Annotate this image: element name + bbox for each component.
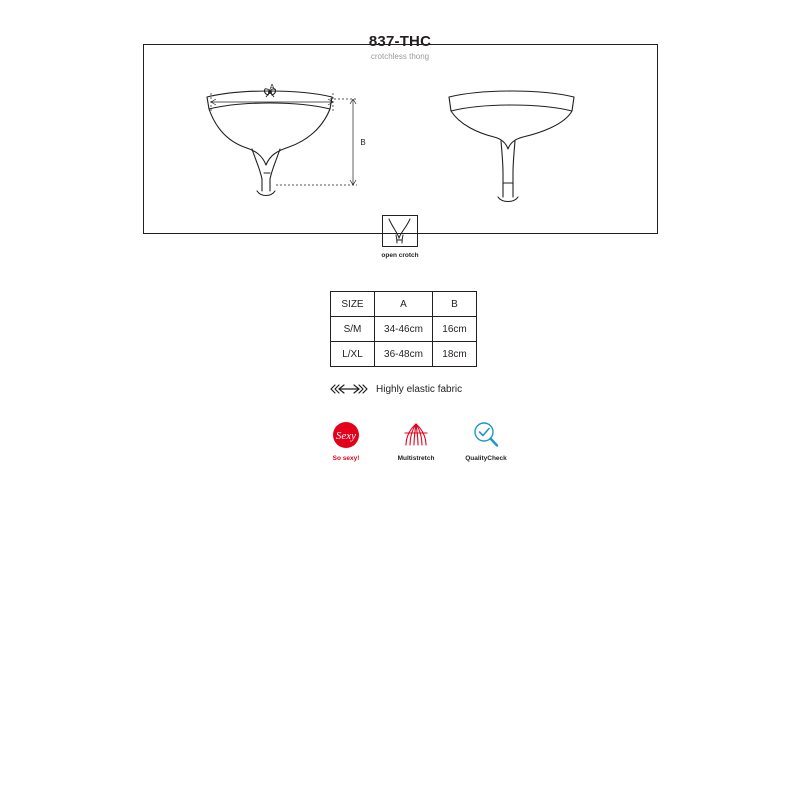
table-row xyxy=(331,317,477,342)
table-header-size: SIZE xyxy=(331,292,375,317)
open-crotch-icon xyxy=(382,215,418,247)
cell-size: S/M xyxy=(331,317,375,342)
dimension-b xyxy=(276,99,357,185)
open-crotch-badge xyxy=(381,215,419,259)
dimension-b-label: B xyxy=(360,138,366,147)
table-row xyxy=(331,342,477,367)
page-subtitle: crotchless thong xyxy=(370,52,430,61)
dimension-a xyxy=(211,93,333,111)
elastic-fabric-row xyxy=(330,382,462,396)
features-row xyxy=(320,418,512,462)
multistretch-icon xyxy=(390,418,442,452)
cell-a: 36-48cm xyxy=(375,342,433,367)
elastic-fabric-label: Highly elastic fabric xyxy=(376,383,463,395)
cell-a: 34-46cm xyxy=(375,317,433,342)
cell-size: L/XL xyxy=(331,342,375,367)
size-table xyxy=(330,291,477,367)
table-header-a: A xyxy=(375,292,433,317)
cell-b: 18cm xyxy=(433,342,477,367)
technical-drawing-frame xyxy=(143,44,658,234)
page-title: 837-THC xyxy=(368,33,432,50)
dimension-a-label: A xyxy=(269,83,275,92)
open-crotch-label: open crotch xyxy=(381,252,419,259)
cell-b: 16cm xyxy=(433,317,477,342)
technical-drawing xyxy=(144,45,657,233)
feature-label: So sexy! xyxy=(332,455,360,462)
feature-quality-check xyxy=(460,418,512,462)
feature-multistretch xyxy=(390,418,442,462)
feature-label: Multistretch xyxy=(397,455,435,462)
feature-label: QualityCheck xyxy=(465,455,507,462)
svg-text:Sexy: Sexy xyxy=(335,430,357,442)
table-header-row xyxy=(331,292,477,317)
elastic-arrows-icon xyxy=(330,383,368,395)
quality-check-icon xyxy=(460,418,512,452)
sexy-badge-icon xyxy=(320,418,372,452)
feature-so-sexy xyxy=(320,418,372,462)
table-header-b: B xyxy=(433,292,477,317)
